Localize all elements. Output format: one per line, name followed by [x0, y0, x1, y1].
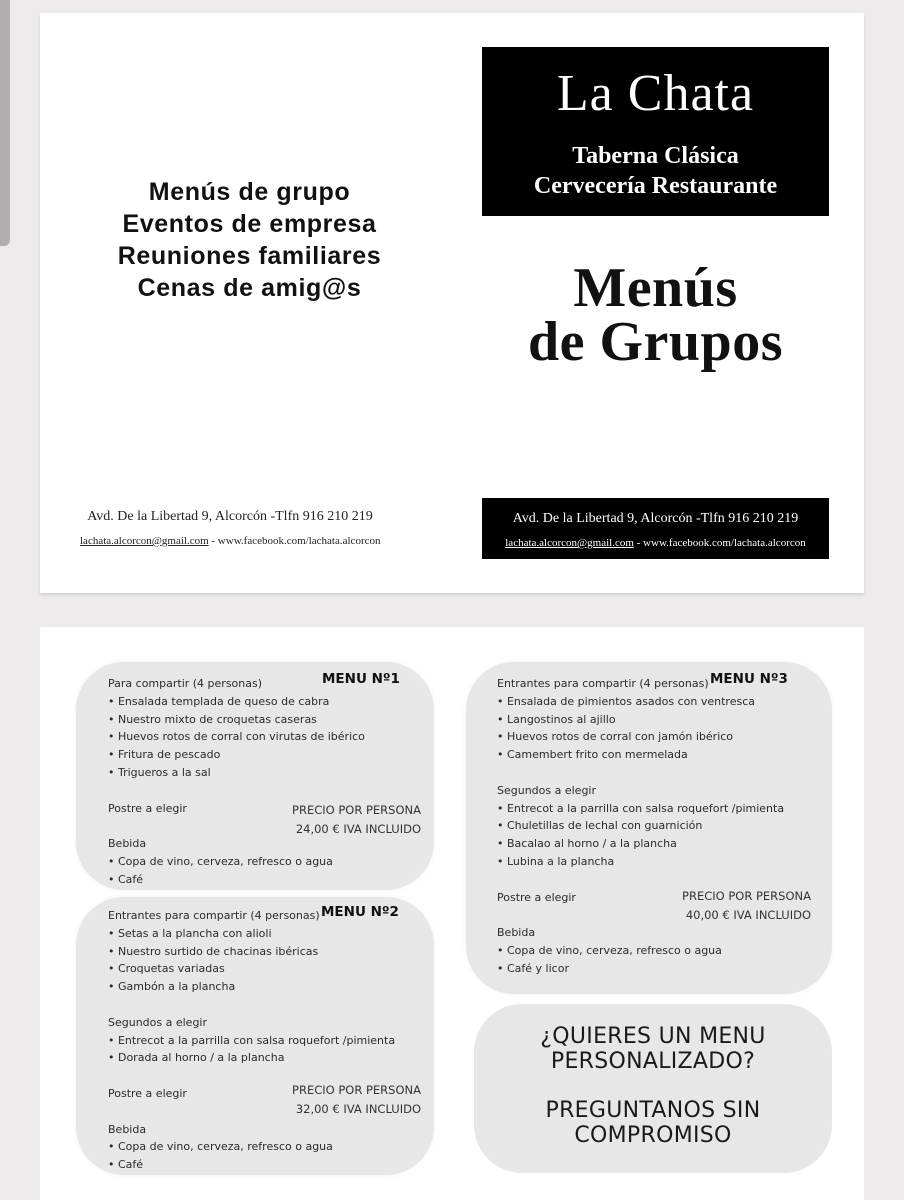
list-item: • Chuletillas de lechal con guarnición: [497, 819, 703, 833]
contact-email-link[interactable]: lachata.alcorcon@gmail.com: [80, 535, 209, 547]
menu-1-title: MENU Nº1: [322, 671, 400, 687]
contact-web: - www.facebook.com/lachata.alcorcon: [208, 535, 381, 547]
list-item: • Café: [108, 872, 144, 886]
contact-block-left: [80, 507, 380, 549]
list-item: • Entrecot a la parrilla con salsa roquefort /pimienta: [497, 801, 785, 815]
list-item: Bebida: [108, 837, 147, 851]
list-item: • Entrecot a la parrilla con salsa roquefort /pimienta: [108, 1033, 396, 1047]
title-line-2: de Grupos: [528, 311, 783, 373]
menu-1-courses: [108, 675, 365, 889]
dessert-label: Postre a elegir: [108, 801, 187, 815]
menu-2-price: [292, 1081, 421, 1119]
list-item: Segundos a elegir: [108, 1015, 208, 1029]
cover-sheet: [40, 13, 864, 593]
promo-answer-line-1: PREGUNTANOS SIN: [545, 1098, 761, 1123]
price-label: PRECIO POR PERSONA: [292, 1083, 421, 1097]
contact-address: Avd. De la Libertad 9, Alcorcón -Tlfn 916 210 219: [87, 509, 373, 524]
title-line-1: Menús: [573, 257, 738, 319]
menus-sheet: [40, 627, 864, 1200]
promo-question-line-2: PERSONALIZADO?: [550, 1049, 756, 1074]
contact-web: - www.facebook.com/lachata.alcorcon: [633, 537, 806, 549]
menu-2-courses: [108, 907, 395, 1174]
list-item: • Huevos rotos de corral con virutas de ibérico: [108, 730, 365, 744]
contact-address: Avd. De la Libertad 9, Alcorcón -Tlfn 916 210 219: [512, 511, 799, 526]
list-item: • Setas a la plancha con alioli: [108, 926, 272, 940]
list-item: • Nuestro mixto de croquetas caseras: [108, 712, 317, 726]
price-value: 32,00 € IVA INCLUIDO: [295, 1102, 421, 1116]
list-item: • Camembert frito con mermelada: [497, 748, 688, 762]
list-item: • Bacalao al horno / a la plancha: [497, 837, 677, 851]
page-edge-tab: [0, 0, 10, 246]
dessert-label: Postre a elegir: [108, 1086, 187, 1100]
list-item: • Gambón a la plancha: [108, 980, 236, 994]
promo-question-line-1: ¿QUIERES UN MENU: [540, 1024, 766, 1049]
list-item: • Fritura de pescado: [108, 748, 221, 762]
price-value: 24,00 € IVA INCLUIDO: [295, 822, 421, 836]
promo-answer-line-2: COMPROMISO: [574, 1123, 732, 1148]
list-item: Segundos a elegir: [497, 783, 597, 797]
price-value: 40,00 € IVA INCLUIDO: [685, 908, 811, 922]
list-item: • Lubina a la plancha: [497, 854, 615, 868]
occasions-list: [92, 176, 407, 304]
custom-menu-promo: [474, 1004, 832, 1173]
list-item: • Nuestro surtido de chacinas ibéricas: [108, 944, 319, 958]
list-item: • Café y licor: [497, 961, 569, 975]
list-item: Entrantes para compartir (4 personas): [497, 677, 709, 690]
brand-subtitle-1: Taberna Clásica: [572, 143, 739, 169]
dessert-label: Postre a elegir: [497, 890, 576, 904]
brand-box: [482, 47, 829, 216]
occasion-item: Menús de grupo: [148, 178, 351, 206]
brand-name: La Chata: [556, 65, 755, 122]
brand-subtitle-2: Cervecería Restaurante: [533, 173, 778, 199]
price-label: PRECIO POR PERSONA: [682, 889, 811, 903]
list-item: Bebida: [108, 1122, 147, 1136]
contact-block-right: [482, 498, 829, 559]
list-item: • Copa de vino, cerveza, refresco o agua: [497, 943, 722, 957]
menu-3-courses: [497, 675, 784, 978]
list-item: • Trigueros a la sal: [108, 765, 211, 779]
menu-3-price: [682, 887, 811, 925]
occasion-item: Reuniones familiares: [117, 242, 382, 270]
list-item: • Ensalada de pimientos asados con ventresca: [497, 694, 755, 708]
list-item: • Copa de vino, cerveza, refresco o agua: [108, 854, 333, 868]
menu-3-title: MENU Nº3: [710, 671, 788, 687]
list-item: • Langostinos al ajillo: [497, 712, 616, 726]
list-item: Para compartir (4 personas): [108, 677, 263, 690]
page-title: [482, 257, 829, 373]
list-item: • Café: [108, 1158, 144, 1172]
price-label: PRECIO POR PERSONA: [292, 803, 421, 817]
occasion-item: Eventos de empresa: [122, 210, 377, 238]
menu-2-title: MENU Nº2: [321, 904, 399, 920]
list-item: • Dorada al horno / a la plancha: [108, 1051, 285, 1065]
menu-1-price: [292, 801, 421, 839]
occasion-item: Cenas de amig@s: [137, 274, 362, 302]
list-item: • Copa de vino, cerveza, refresco o agua: [108, 1140, 333, 1154]
contact-email-link[interactable]: lachata.alcorcon@gmail.com: [505, 537, 634, 549]
list-item: Entrantes para compartir (4 personas): [108, 909, 320, 922]
list-item: • Huevos rotos de corral con jamón ibérico: [497, 730, 734, 744]
list-item: • Ensalada templada de queso de cabra: [108, 694, 330, 708]
list-item: Bebida: [497, 926, 536, 940]
list-item: • Croquetas variadas: [108, 962, 225, 976]
